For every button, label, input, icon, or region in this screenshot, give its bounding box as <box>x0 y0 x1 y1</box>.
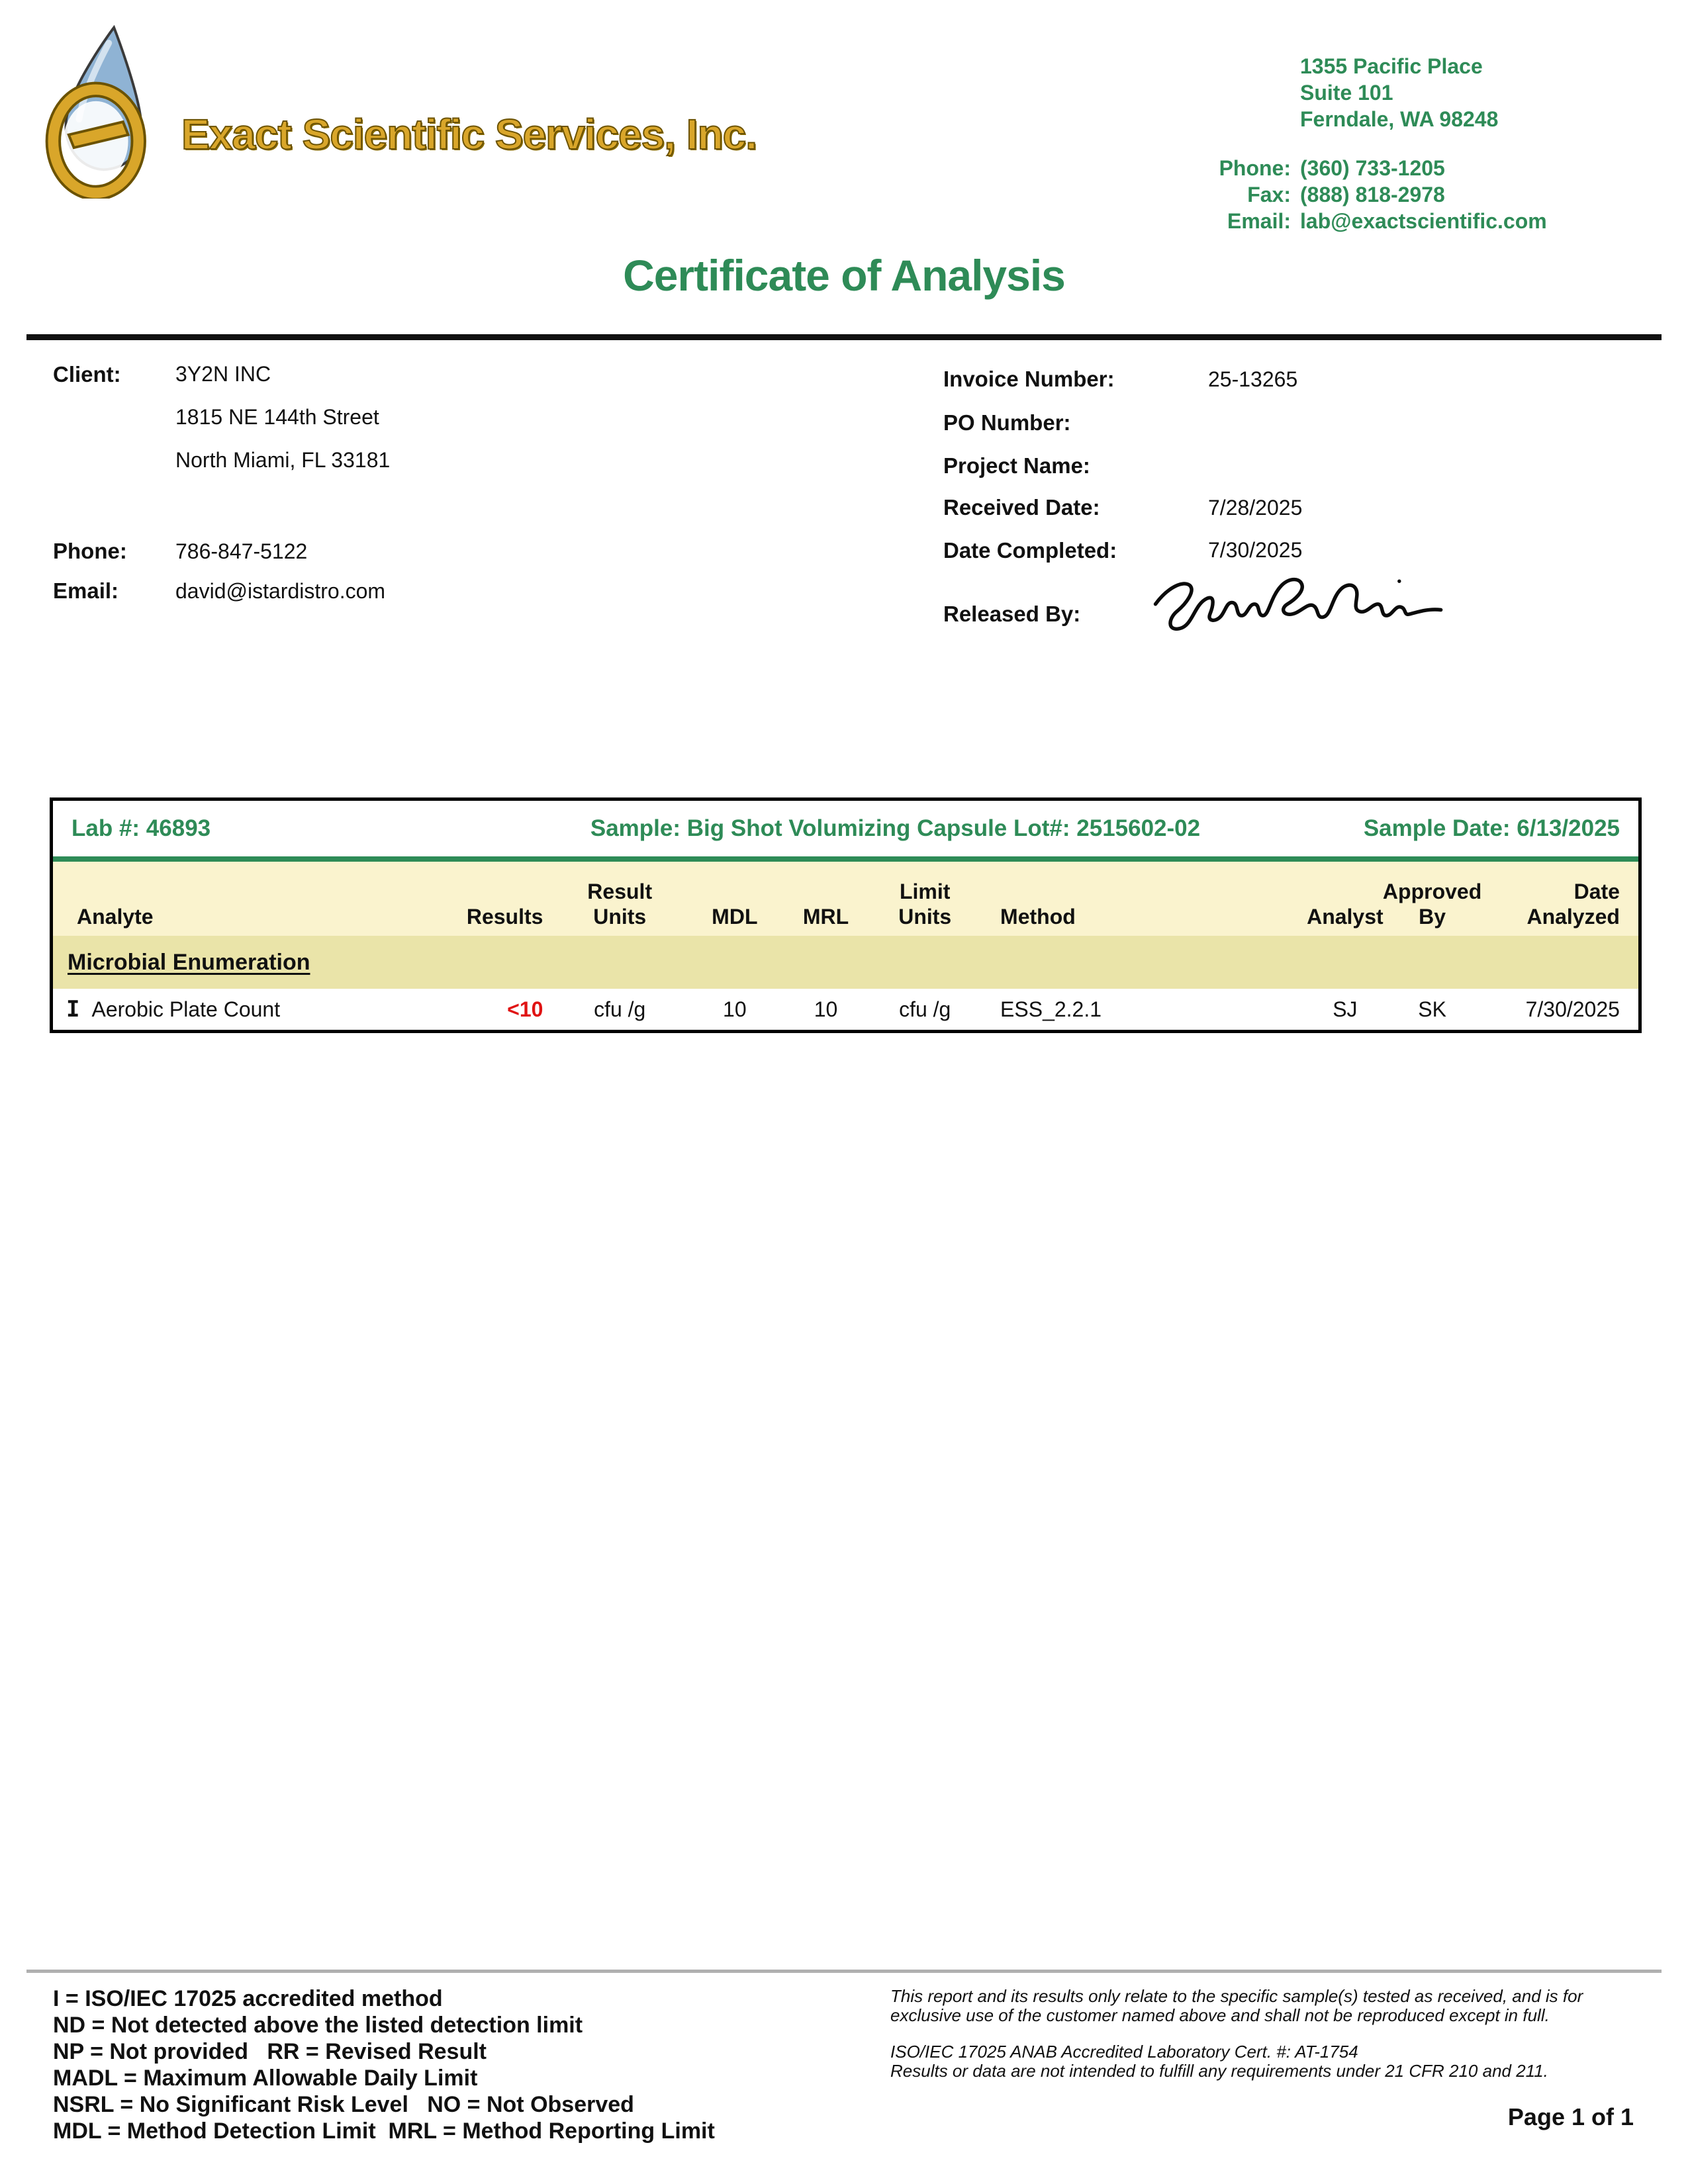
col-method: Method <box>1000 905 1076 929</box>
lab-phone-label: Phone: <box>1219 156 1291 180</box>
col-mrl: MRL <box>802 905 849 929</box>
client-address-line2: North Miami, FL 33181 <box>175 448 391 472</box>
section-header-microbial-enumeration: Microbial Enumeration <box>53 936 1638 989</box>
water-drop-logo-icon <box>36 23 172 199</box>
legend-line: MADL = Maximum Allowable Daily Limit <box>53 2066 478 2091</box>
lab-fax-label: Fax: <box>1247 183 1291 206</box>
client-block <box>53 353 390 611</box>
col-results: Results <box>466 905 543 929</box>
released-by-signature <box>1145 563 1450 649</box>
company-name: Exact Scientific Services, Inc. <box>181 110 757 158</box>
results-table-caption <box>53 801 1638 856</box>
col-analyst: Analyst <box>1307 905 1383 929</box>
released-by-label: Released By: <box>943 602 1081 626</box>
company-logo <box>36 23 757 199</box>
method-value: ESS_2.2.1 <box>1000 997 1102 1021</box>
lab-number: Lab #: 46893 <box>71 815 211 841</box>
legend-line: ND = Not detected above the listed detection limit <box>53 2013 583 2038</box>
result-value: <10 <box>507 997 543 1021</box>
lab-email-value: lab@exactscientific.com <box>1300 209 1547 233</box>
date-completed-value: 7/30/2025 <box>1208 538 1303 562</box>
mrl-value: 10 <box>814 997 838 1021</box>
received-date-label: Received Date: <box>943 495 1100 520</box>
contact-spacer <box>1205 53 1291 79</box>
lab-address-line3: Ferndale, WA 98248 <box>1300 107 1499 131</box>
date-analyzed-value: 7/30/2025 <box>1525 997 1620 1021</box>
lab-phone-value: (360) 733-1205 <box>1300 156 1445 180</box>
client-phone-value: 786-847-5122 <box>175 539 308 563</box>
project-name-label: Project Name: <box>943 453 1090 478</box>
col-date-analyzed: Date Analyzed <box>1526 880 1620 929</box>
report-disclaimer <box>890 1987 1632 2081</box>
accreditation-line1: ISO/IEC 17025 ANAB Accredited Laboratory Cert. #: AT-1754 <box>890 2042 1358 2062</box>
analyte-name: Aerobic Plate Count <box>91 997 281 1021</box>
col-analyte: Analyte <box>77 905 154 929</box>
client-email-label: Email: <box>53 578 119 603</box>
footer-divider <box>26 1970 1662 1973</box>
accredited-method-flag: I <box>66 996 80 1023</box>
lab-address-line2: Suite 101 <box>1300 81 1393 105</box>
col-mdl: MDL <box>712 905 758 929</box>
sample-date: Sample Date: 6/13/2025 <box>1363 815 1620 841</box>
legend-line: NSRL = No Significant Risk Level NO = Not Observed <box>53 2092 634 2117</box>
analyte-cell <box>53 996 449 1023</box>
mdl-value: 10 <box>723 997 747 1021</box>
client-address-line1: 1815 NE 144th Street <box>175 405 379 429</box>
table-green-divider <box>53 856 1638 862</box>
client-email-value: david@istardistro.com <box>175 579 386 603</box>
lab-contact-block <box>1205 53 1547 234</box>
approved-by-value: SK <box>1418 997 1446 1021</box>
col-limit-units: Limit Units <box>898 880 952 929</box>
disclaimer-text: This report and its results only relate to the specific sample(s) tested as received, and is for exclusive use of the customer named above and shall not be reproduced except in full. <box>890 1986 1583 2025</box>
date-completed-label: Date Completed: <box>943 537 1117 563</box>
col-result-units: Result Units <box>587 880 653 929</box>
result-units-value: cfu /g <box>594 997 646 1021</box>
received-date-value: 7/28/2025 <box>1208 495 1303 520</box>
legend-line: NP = Not provided RR = Revised Result <box>53 2039 487 2064</box>
po-number-label: PO Number: <box>943 410 1071 435</box>
col-approved-by: Approved By <box>1382 880 1482 929</box>
accreditation-line2: Results or data are not intended to fulfill any requirements under 21 CFR 210 and 211. <box>890 2061 1548 2081</box>
invoice-number-value: 25-13265 <box>1208 367 1298 391</box>
invoice-number-label: Invoice Number: <box>943 367 1115 391</box>
client-name: 3Y2N INC <box>175 362 271 386</box>
client-phone-label: Phone: <box>53 539 127 563</box>
sample-description: Sample: Big Shot Volumizing Capsule Lot#: 2515602-02 <box>590 815 1201 841</box>
results-table-header <box>53 862 1638 936</box>
abbreviation-legend <box>53 1985 715 2144</box>
lab-address-line1: 1355 Pacific Place <box>1300 54 1483 78</box>
limit-units-value: cfu /g <box>899 997 951 1021</box>
page-title: Certificate of Analysis <box>623 251 1065 300</box>
lab-fax-value: (888) 818-2978 <box>1300 183 1445 206</box>
legend-line: I = ISO/IEC 17025 accredited method <box>53 1986 443 2011</box>
results-table <box>50 797 1642 1033</box>
lab-email-label: Email: <box>1227 209 1291 233</box>
header-divider <box>26 334 1662 340</box>
client-label: Client: <box>53 362 121 387</box>
page-number: Page 1 of 1 <box>1507 2103 1634 2130</box>
table-row <box>53 989 1638 1030</box>
legend-line: MDL = Method Detection Limit MRL = Method Reporting Limit <box>53 2118 715 2144</box>
analyst-value: SJ <box>1333 997 1358 1021</box>
